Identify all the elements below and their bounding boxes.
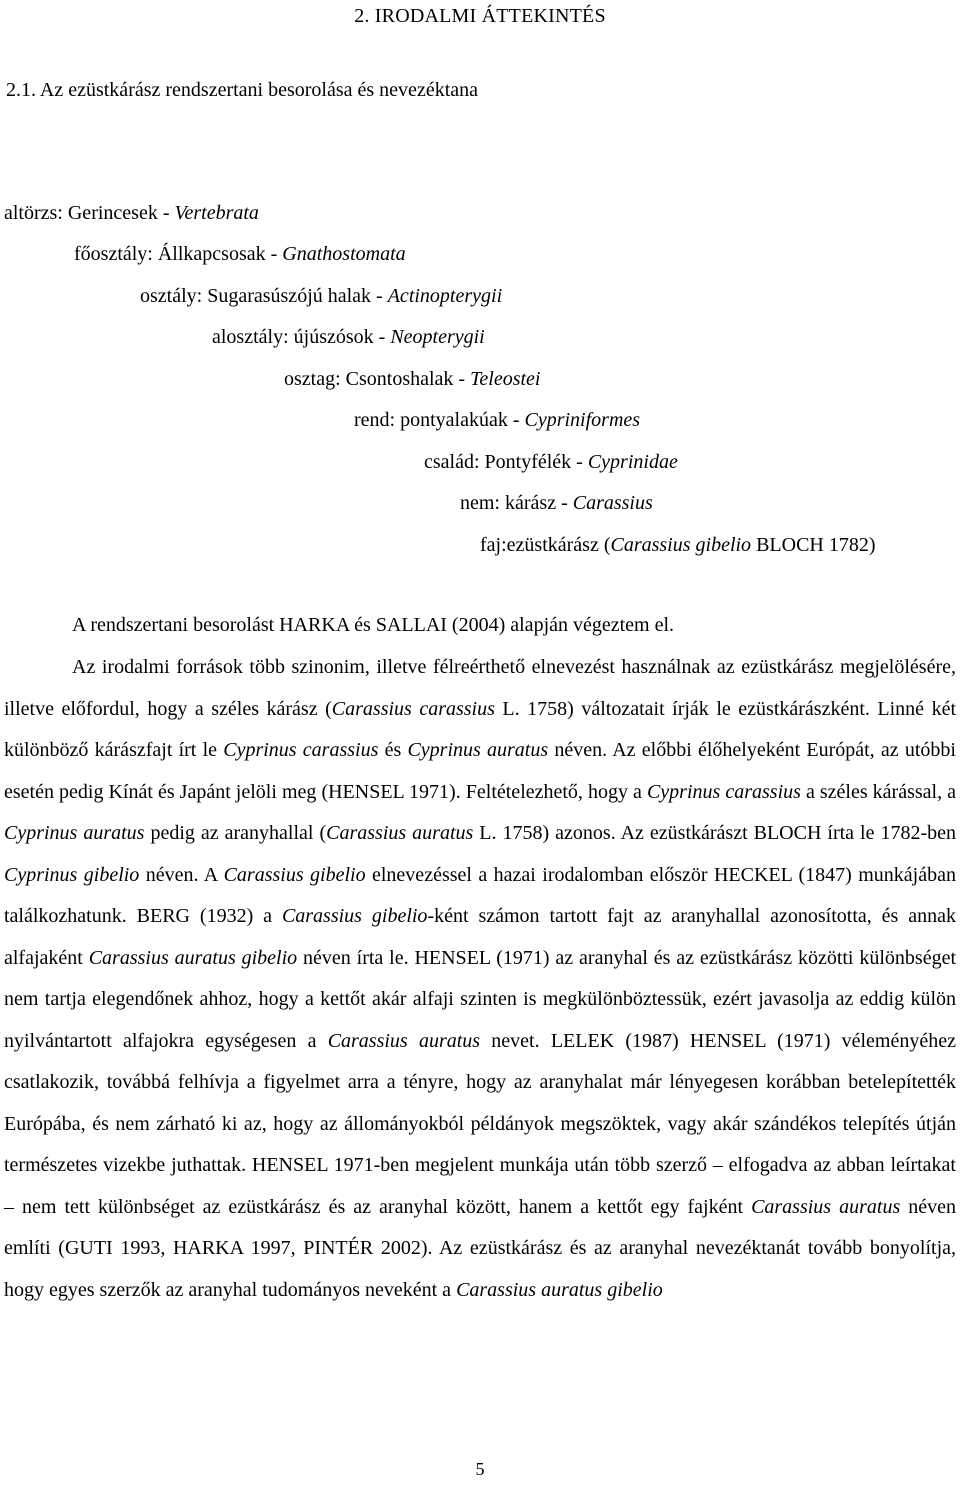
paragraph-text: pedig az aranyhallal ( xyxy=(144,822,327,844)
rank-label: osztály: Sugarasúszójú halak - xyxy=(140,285,388,307)
latin-name: Cyprinus gibelio xyxy=(4,863,140,886)
latin-name: Carassius gibelio xyxy=(610,534,752,556)
paragraph-text: a széles kárással, a xyxy=(800,780,957,803)
latin-name: Carassius carassius xyxy=(331,697,495,720)
paragraph-text: néven említi (GUTI 1993, HARKA 1997, PINTÉR 2002). Az ezüstkárász és az aranyhal nevezéktanát tovább bonyolítja, hogy egyes szerzők az aranyhal tudományos neveként a xyxy=(4,1195,956,1301)
rank-label: főosztály: Állkapcsosak - xyxy=(74,243,283,265)
rank-label: család: Pontyfélék - xyxy=(424,451,588,473)
taxonomy-rank-3 xyxy=(212,326,485,349)
latin-name: Carassius auratus gibelio xyxy=(88,946,298,969)
taxonomy-rank-1 xyxy=(74,243,406,266)
paragraph-text: L. 1758) azonos. Az ezüstkárászt BLOCH írta le 1782-ben xyxy=(473,822,957,844)
latin-name: Carassius auratus xyxy=(327,1029,481,1052)
rank-label: nem: kárász - xyxy=(460,492,573,514)
taxonomy-rank-4 xyxy=(284,368,540,391)
latin-name: Carassius xyxy=(572,492,653,514)
latin-name: Actinopterygii xyxy=(387,285,503,307)
body-paragraph xyxy=(4,647,956,1311)
rank-label: osztag: Csontoshalak - xyxy=(284,368,471,390)
latin-name: Carassius auratus xyxy=(326,822,474,844)
latin-name: Cyprinus auratus xyxy=(407,739,549,761)
paragraph-text: Az irodalmi források több szinonim, illetve félreérthető elnevezést használnak az ezüstkárász megjelölésére, illetve előfordul, hogy a széles kárász ( xyxy=(4,656,956,720)
paragraph-text: L. 1758) változatait írják le ezüstkárászként. Linné két különböző kárászfajt írt le xyxy=(4,697,957,761)
rank-label: faj:ezüstkárász ( xyxy=(480,534,611,556)
latin-name: Teleostei xyxy=(470,368,541,390)
taxonomy-rank-7 xyxy=(460,492,653,515)
chapter-heading: 2. IRODALMI ÁTTEKINTÉS xyxy=(354,5,606,27)
latin-name: Cyprinus carassius xyxy=(223,739,379,761)
latin-name: Gnathostomata xyxy=(282,243,406,265)
taxonomy-rank-2 xyxy=(140,285,502,308)
taxonomy-rank-6 xyxy=(424,451,678,474)
latin-name: Neopterygii xyxy=(390,326,485,348)
latin-name: Cyprinus auratus xyxy=(4,822,145,844)
taxonomy-rank-5 xyxy=(354,409,640,432)
latin-name: Carassius auratus xyxy=(751,1195,901,1218)
section-title: 2.1. Az ezüstkárász rendszertani besorolása és nevezéktana xyxy=(6,79,479,101)
rank-suffix: BLOCH 1782) xyxy=(751,534,876,556)
page-number: 5 xyxy=(475,1459,485,1479)
latin-name: Carassius gibelio xyxy=(281,905,428,927)
latin-name: Cyprinus carassius xyxy=(646,780,801,803)
paragraph-text: néven. Az előbbi élőhelyeként Európát, az utóbbi esetén pedig Kínát és Japánt jelöli meg (HENSEL 1971). Feltételezhető, hogy a xyxy=(4,739,956,803)
rank-label: rend: pontyalakúak - xyxy=(354,409,525,431)
paragraph-text: néven írta le. HENSEL (1971) az aranyhal és az ezüstkárász közötti különbséget nem tartja elegendőnek ahhoz, hogy a kettőt akár alfaji szinten is megkülönböztessük, ezért javasolja az eddig külön nyilvántartott alfajokra egységesen a xyxy=(4,946,957,1052)
latin-name: Carassius auratus gibelio xyxy=(456,1278,663,1301)
taxonomy-rank-0 xyxy=(4,202,259,225)
taxonomy-rank-8 xyxy=(480,534,876,557)
paragraph-text: nevet. LELEK (1987) HENSEL (1971) véleményéhez csatlakozik, továbbá felhívja a figyelmet arra a tényre, hogy az aranyhalat már lényegesen korábban betelepítették Európába, és nem zárható ki az, hogy az állományokból példányok megszöktek, vagy akár szándékos telepítés útján természetes vizekbe juthattak. HENSEL 1971-ben megjelent munkája után több szerző – elfogadva az abban leírtakat – nem tett különbséget az ezüstkárász és az aranyhal között, hanem a kettőt egy fajként xyxy=(4,1029,956,1218)
rank-label: altörzs: Gerincesek - xyxy=(4,202,175,224)
paragraph-text: és xyxy=(378,739,408,761)
rank-label: alosztály: újúszósok - xyxy=(212,326,391,348)
latin-name: Cypriniformes xyxy=(524,409,641,431)
paragraph-text: -ként számon tartott fajt az aranyhallal azonosította, és annak alfajaként xyxy=(4,905,957,969)
latin-name: Vertebrata xyxy=(174,202,259,224)
classification-note: A rendszertani besorolást HARKA és SALLAI (2004) alapján végeztem el. xyxy=(72,614,675,636)
paragraph-text: elnevezéssel a hazai irodalomban először HECKEL (1847) munkájában találkozhatunk. BERG (1932) a xyxy=(4,863,956,927)
paragraph-text: néven. A xyxy=(139,863,224,886)
latin-name: Cyprinidae xyxy=(587,451,678,473)
latin-name: Carassius gibelio xyxy=(223,863,366,886)
